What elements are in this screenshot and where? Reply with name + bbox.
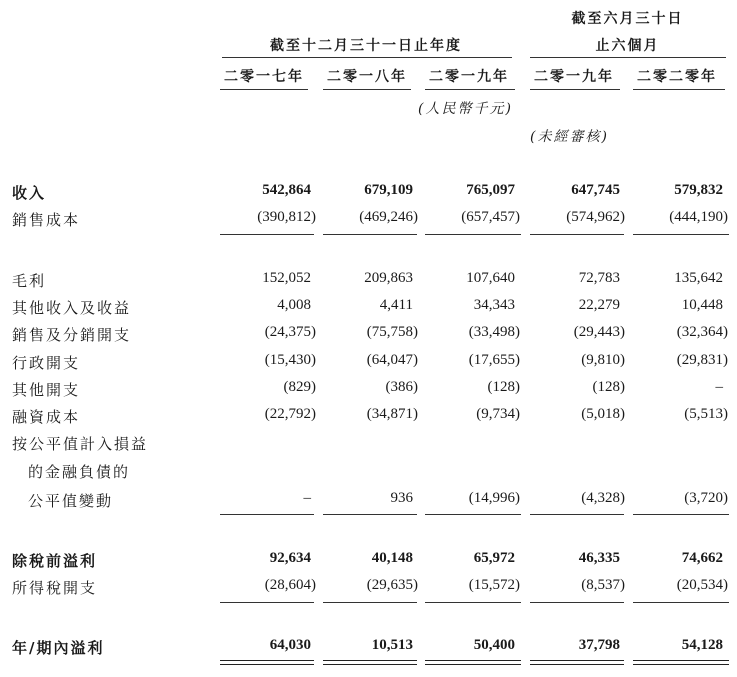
cell-value: (64,047) bbox=[366, 352, 418, 368]
cell-value: 64,030 bbox=[269, 637, 311, 653]
cell-value: 135,642 bbox=[674, 270, 723, 286]
row-label-finance-costs: 融資成本 bbox=[12, 408, 81, 426]
total-double-rule bbox=[425, 660, 521, 665]
cell-value: 34,343 bbox=[473, 297, 515, 313]
subtotal-rule bbox=[530, 234, 624, 235]
column-header-2019-half: 二零一九年 bbox=[534, 69, 614, 85]
subtotal-rule bbox=[425, 602, 521, 603]
cell-value: (29,443) bbox=[573, 324, 625, 340]
column-header-2017: 二零一七年 bbox=[224, 69, 304, 85]
cell-value: (17,655) bbox=[468, 352, 520, 368]
cell-value: (829) bbox=[283, 379, 316, 395]
cell-value: (9,810) bbox=[581, 352, 625, 368]
subtotal-rule bbox=[323, 514, 417, 515]
cell-value: 936 bbox=[390, 490, 413, 506]
cell-value: 10,448 bbox=[681, 297, 723, 313]
header-year-group: 截至十二月三十一日止年度 bbox=[270, 38, 462, 54]
row-label-profit-before-tax: 除稅前溢利 bbox=[12, 552, 98, 570]
header-year-group-rule bbox=[222, 57, 512, 58]
cell-value: 4,008 bbox=[277, 297, 311, 313]
total-double-rule bbox=[530, 660, 624, 665]
subtotal-rule bbox=[220, 514, 314, 515]
row-label-admin-expenses: 行政開支 bbox=[12, 354, 81, 372]
cell-value: (75,758) bbox=[366, 324, 418, 340]
row-label-fvtpl-line2: 的金融負債的 bbox=[28, 463, 131, 481]
cell-value: (32,364) bbox=[676, 324, 728, 340]
cell-value: (9,734) bbox=[476, 406, 520, 422]
currency-note: (人民幣千元) bbox=[418, 101, 513, 117]
cell-value: 679,109 bbox=[364, 182, 413, 198]
cell-value: – bbox=[303, 490, 311, 506]
cell-value: 92,634 bbox=[269, 550, 311, 566]
cell-value: 209,863 bbox=[364, 270, 413, 286]
row-label-revenue: 收入 bbox=[12, 184, 47, 202]
column-rule-2018 bbox=[323, 89, 411, 90]
subtotal-rule bbox=[633, 514, 729, 515]
column-header-2018: 二零一八年 bbox=[327, 69, 407, 85]
row-label-profit-for-period: 年/期內溢利 bbox=[12, 639, 105, 657]
row-label-selling-expenses: 銷售及分銷開支 bbox=[12, 326, 132, 344]
cell-value: (22,792) bbox=[264, 406, 316, 422]
subtotal-rule bbox=[425, 514, 521, 515]
cell-value: (386) bbox=[385, 379, 418, 395]
header-half-group-rule bbox=[530, 57, 726, 58]
row-label-gross-profit: 毛利 bbox=[12, 272, 47, 290]
cell-value: (657,457) bbox=[461, 209, 520, 225]
total-double-rule bbox=[220, 660, 314, 665]
column-rule-2017 bbox=[220, 89, 308, 90]
subtotal-rule bbox=[633, 234, 729, 235]
header-half-group-line2: 止六個月 bbox=[595, 38, 660, 54]
row-label-other-income: 其他收入及收益 bbox=[12, 299, 132, 317]
total-double-rule bbox=[323, 660, 417, 665]
cell-value: (3,720) bbox=[684, 490, 728, 506]
cell-value: (20,534) bbox=[676, 577, 728, 593]
column-header-2019: 二零一九年 bbox=[429, 69, 509, 85]
cell-value: (390,812) bbox=[257, 209, 316, 225]
cell-value: 65,972 bbox=[473, 550, 515, 566]
cell-value: (469,246) bbox=[359, 209, 418, 225]
cell-value: 765,097 bbox=[466, 182, 515, 198]
cell-value: 22,279 bbox=[578, 297, 620, 313]
cell-value: 4,411 bbox=[379, 297, 413, 313]
cell-value: 40,148 bbox=[371, 550, 413, 566]
cell-value: (5,018) bbox=[581, 406, 625, 422]
row-label-income-tax: 所得稅開支 bbox=[12, 579, 98, 597]
header-half-group-line1: 截至六月三十日 bbox=[571, 11, 684, 27]
cell-value: 107,640 bbox=[466, 270, 515, 286]
subtotal-rule bbox=[530, 602, 624, 603]
cell-value: (444,190) bbox=[669, 209, 728, 225]
column-header-2020-half: 二零二零年 bbox=[637, 69, 717, 85]
cell-value: (34,871) bbox=[366, 406, 418, 422]
cell-value: 72,783 bbox=[578, 270, 620, 286]
cell-value: (15,430) bbox=[264, 352, 316, 368]
cell-value: (5,513) bbox=[684, 406, 728, 422]
cell-value: (33,498) bbox=[468, 324, 520, 340]
column-rule-2020-half bbox=[633, 89, 725, 90]
cell-value: (4,328) bbox=[581, 490, 625, 506]
cell-value: 152,052 bbox=[262, 270, 311, 286]
row-label-cost-of-sales: 銷售成本 bbox=[12, 211, 81, 229]
cell-value: 74,662 bbox=[681, 550, 723, 566]
cell-value: – bbox=[715, 379, 723, 395]
subtotal-rule bbox=[323, 602, 417, 603]
cell-value: 50,400 bbox=[473, 637, 515, 653]
subtotal-rule bbox=[530, 514, 624, 515]
cell-value: (29,635) bbox=[366, 577, 418, 593]
cell-value: (15,572) bbox=[468, 577, 520, 593]
cell-value: 10,513 bbox=[371, 637, 413, 653]
total-double-rule bbox=[633, 660, 729, 665]
cell-value: (24,375) bbox=[264, 324, 316, 340]
subtotal-rule bbox=[425, 234, 521, 235]
cell-value: (8,537) bbox=[581, 577, 625, 593]
cell-value: 579,832 bbox=[674, 182, 723, 198]
cell-value: 46,335 bbox=[578, 550, 620, 566]
column-rule-2019 bbox=[425, 89, 515, 90]
cell-value: (14,996) bbox=[468, 490, 520, 506]
cell-value: 37,798 bbox=[578, 637, 620, 653]
cell-value: 647,745 bbox=[571, 182, 620, 198]
row-label-fvtpl-line3: 公平值變動 bbox=[28, 492, 114, 510]
unaudited-note: (未經審核) bbox=[530, 129, 609, 145]
cell-value: (574,962) bbox=[566, 209, 625, 225]
subtotal-rule bbox=[323, 234, 417, 235]
cell-value: (128) bbox=[592, 379, 625, 395]
cell-value: (28,604) bbox=[264, 577, 316, 593]
subtotal-rule bbox=[220, 234, 314, 235]
subtotal-rule bbox=[633, 602, 729, 603]
cell-value: (29,831) bbox=[676, 352, 728, 368]
row-label-other-expenses: 其他開支 bbox=[12, 381, 81, 399]
cell-value: 542,864 bbox=[262, 182, 311, 198]
column-rule-2019-half bbox=[530, 89, 620, 90]
cell-value: 54,128 bbox=[681, 637, 723, 653]
row-label-fvtpl-line1: 按公平值計入損益 bbox=[12, 435, 149, 453]
subtotal-rule bbox=[220, 602, 314, 603]
cell-value: (128) bbox=[487, 379, 520, 395]
